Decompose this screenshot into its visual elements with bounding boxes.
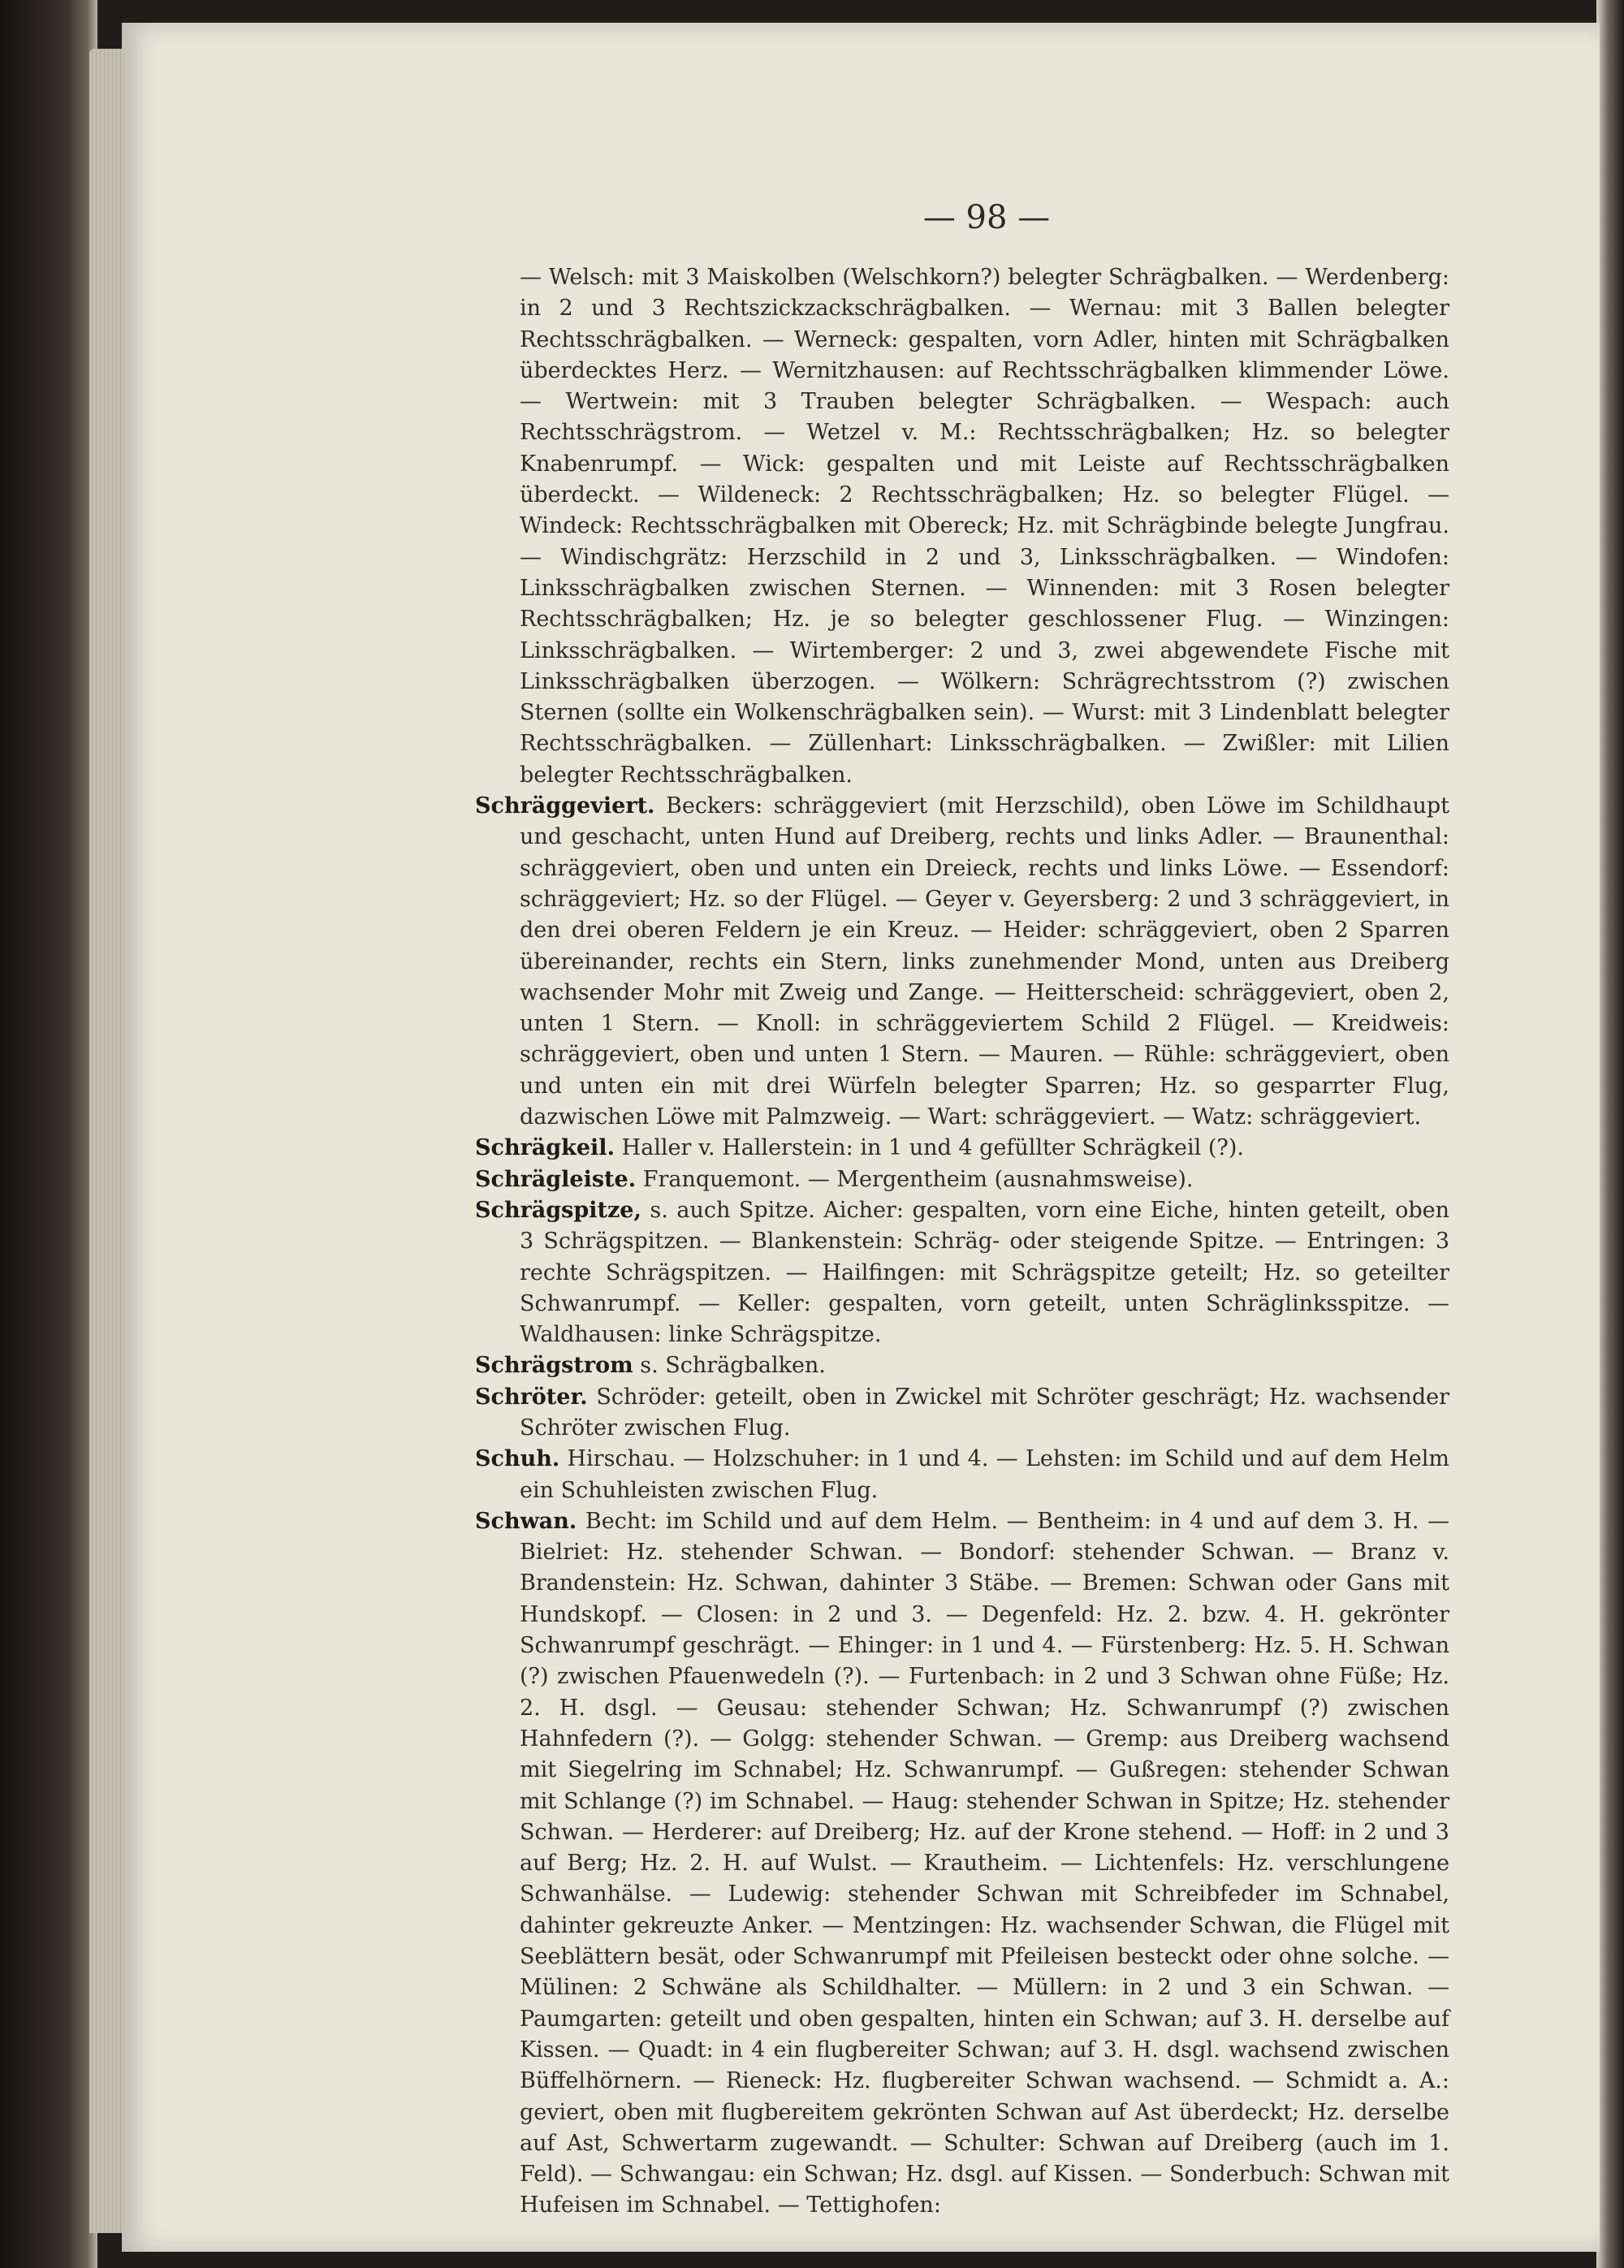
book-binding [0,0,97,2268]
entry-schraegspitze [475,1195,1449,1350]
entry-schroeter [475,1382,1449,1445]
entry-body: s. auch Spitze. Aicher: gespalten, vorn eine Eiche, hinten geteilt, oben 3 Schrägspitzen. — Blankenstein: Schräg- oder steigende Spitze. — Entringen: 3 rechte Schrägspitzen. — Hailfingen: mit Schrägspitze geteilt; Hz. so geteilter Schwanrumpf. — Keller: gespalten, vorn geteilt, unten Schräglinksspitze. — Waldhausen: linke Schrägspitze. [520,1197,1449,1348]
entry-head: Schwan. [475,1508,577,1534]
entry-head: Schröter. [475,1384,588,1410]
entry-body: Schröder: geteilt, oben in Zwickel mit Schröter geschrägt; Hz. wachsender Schröter zwischen Flug. [520,1384,1449,1441]
entry-schuh [475,1444,1449,1506]
entry-head: Schuh. [475,1446,560,1472]
entry-head: Schrägkeil. [475,1135,615,1161]
entry-body: Hirschau. — Holzschuher: in 1 und 4. — Lehsten: im Schild und auf dem Helm ein Schuhleisten zwischen Flug. [520,1446,1449,1503]
entry-head: Schrägleiste. [475,1166,637,1192]
entry-schraeggeviert [475,791,1449,1133]
entry-head: Schrägstrom [475,1353,633,1379]
entry-schraegkeil [475,1133,1449,1164]
page-number: — 98 — [922,199,1051,236]
entry-head: Schräggeviert. [475,793,655,819]
entry-body: — Welsch: mit 3 Maiskolben (Welschkorn?) belegter Schrägbalken. — Werdenberg: in 2 und 3 Rechtszickzackschrägbalken. — Wernau: mit 3 Ballen belegter Rechtsschrägbalken. — Werneck: gespalten, vorn Adler, hinten mit Schrägbalken überdecktes Herz. — Wernitzhausen: auf Rechtsschrägbalken klimmender Löwe. — Wertwein: mit 3 Trauben belegter Schrägbalken. — Wespach: auch Rechtsschrägstrom. — Wetzel v. M.: Rechtsschrägbalken; Hz. so belegter Knabenrumpf. — Wick: gespalten und mit Leiste auf Rechtsschrägbalken überdeckt. — Wildeneck: 2 Rechtsschrägbalken; Hz. so belegter Flügel. — Windeck: Rechtsschrägbalken mit Obereck; Hz. mit Schrägbinde belegte Jungfrau. — Windischgrätz: Herzschild in 2 und 3, Linksschrägbalken. — Windofen: Linksschrägbalken zwischen Sternen. — Winnenden: mit 3 Rosen belegter Rechtsschrägbalken; Hz. je so belegter geschlossener Flug. — Winzingen: Linksschrägbalken. — Wirtemberger: 2 und 3, zwei abgewendete Fische mit Linksschrägbalken überzogen. — Wölkern: Schrägrechtsstrom (?) zwischen Sternen (sollte ein Wolkenschrägbalken sein). — Wurst: mit 3 Lindenblatt belegter Rechtsschrägbalken. — Züllenhart: Linksschrägbalken. — Zwißler: mit Lilien belegter Rechtsschrägbalken. [520,265,1449,788]
entry-body: s. Schrägbalken. [640,1353,826,1379]
entry-continuation [475,262,1449,791]
text-block [475,262,1449,2222]
entry-body: Franquemont. — Mergentheim (ausnahmsweise). [642,1166,1194,1192]
page-right-edge [1596,0,1624,2268]
entry-schwan [475,1506,1449,2222]
entry-body: Beckers: schräggeviert (mit Herzschild), oben Löwe im Schildhaupt und geschacht, unten Hund auf Dreiberg, rechts und links Adler. — Braunenthal: schräggeviert, oben und unten ein Dreieck, rechts und links Löwe. — Essendorf: schräggeviert; Hz. so der Flügel. — Geyer v. Geyersberg: 2 und 3 schräggeviert, in den drei oberen Feldern je ein Kreuz. — Heider: schräggeviert, oben 2 Sparren übereinander, rechts ein Stern, links zunehmender Mond, unten aus Dreiberg wachsender Mohr mit Zweig und Zange. — Heitterscheid: schräggeviert, oben 2, unten 1 Stern. — Knoll: in schräggeviertem Schild 2 Flügel. — Kreidweis: schräggeviert, oben und unten 1 Stern. — Mauren. — Rühle: schräggeviert, oben und unten ein mit drei Würfeln belegter Sparren; Hz. so gesparrter Flug, dazwischen Löwe mit Palmzweig. — Wart: schräggeviert. — Watz: schräggeviert. [520,793,1449,1130]
entry-body: Becht: im Schild und auf dem Helm. — Bentheim: in 4 und auf dem 3. H. — Bielriet: Hz. stehender Schwan. — Bondorf: stehender Schwan. — Branz v. Brandenstein: Hz. Schwan, dahinter 3 Stäbe. — Bremen: Schwan oder Gans mit Hundskopf. — Closen: in 2 und 3. — Degenfeld: Hz. 2. bzw. 4. H. gekrönter Schwanrumpf geschrägt. — Ehinger: in 1 und 4. — Fürstenberg: Hz. 5. H. Schwan (?) zwischen Pfauenwedeln (?). — Furtenbach: in 2 und 3 Schwan ohne Füße; Hz. 2. H. dsgl. — Geusau: stehender Schwan; Hz. Schwanrumpf (?) zwischen Hahnfedern (?). — Golgg: stehender Schwan. — Gremp: aus Dreiberg wachsend mit Siegelring im Schnabel; Hz. Schwanrumpf. — Gußregen: stehender Schwan mit Schlange (?) im Schnabel. — Haug: stehender Schwan in Spitze; Hz. stehender Schwan. — Herderer: auf Dreiberg; Hz. auf der Krone stehend. — Hoff: in 2 und 3 auf Berg; Hz. 2. H. auf Wulst. — Krautheim. — Lichtenfels: Hz. verschlungene Schwanhälse. — Ludewig: stehender Schwan mit Schreibfeder im Schnabel, dahinter gekreuzte Anker. — Mentzingen: Hz. wachsender Schwan, die Flügel mit Seeblättern besät, oder Schwanrumpf mit Pfeileisen besteckt oder ohne solche. — Mülinen: 2 Schwäne als Schildhalter. — Müllern: in 2 und 3 ein Schwan. — Paumgarten: geteilt und oben gespalten, hinten ein Schwan; auf 3. H. derselbe auf Kissen. — Quadt: in 4 ein flugbereiter Schwan; auf 3. H. dsgl. wachsend zwischen Büffelhörnern. — Rieneck: Hz. flugbereiter Schwan wachsend. — Schmidt a. A.: geviert, oben mit flugbereitem gekrönten Schwan auf Ast überdeckt; Hz. derselbe auf Ast, Schwertarm zugewandt. — Schulter: Schwan auf Dreiberg (auch im 1. Feld). — Schwangau: ein Schwan; Hz. dsgl. auf Kissen. — Sonderbuch: Schwan mit Hufeisen im Schnabel. — Tettighofen: [520,1508,1449,2218]
entry-head: Schrägspitze, [475,1197,641,1223]
entry-body: Haller v. Hallerstein: in 1 und 4 gefüllter Schrägkeil (?). [621,1135,1244,1161]
entry-schraegstrom [475,1350,1449,1381]
entry-schraegleiste [475,1164,1449,1195]
